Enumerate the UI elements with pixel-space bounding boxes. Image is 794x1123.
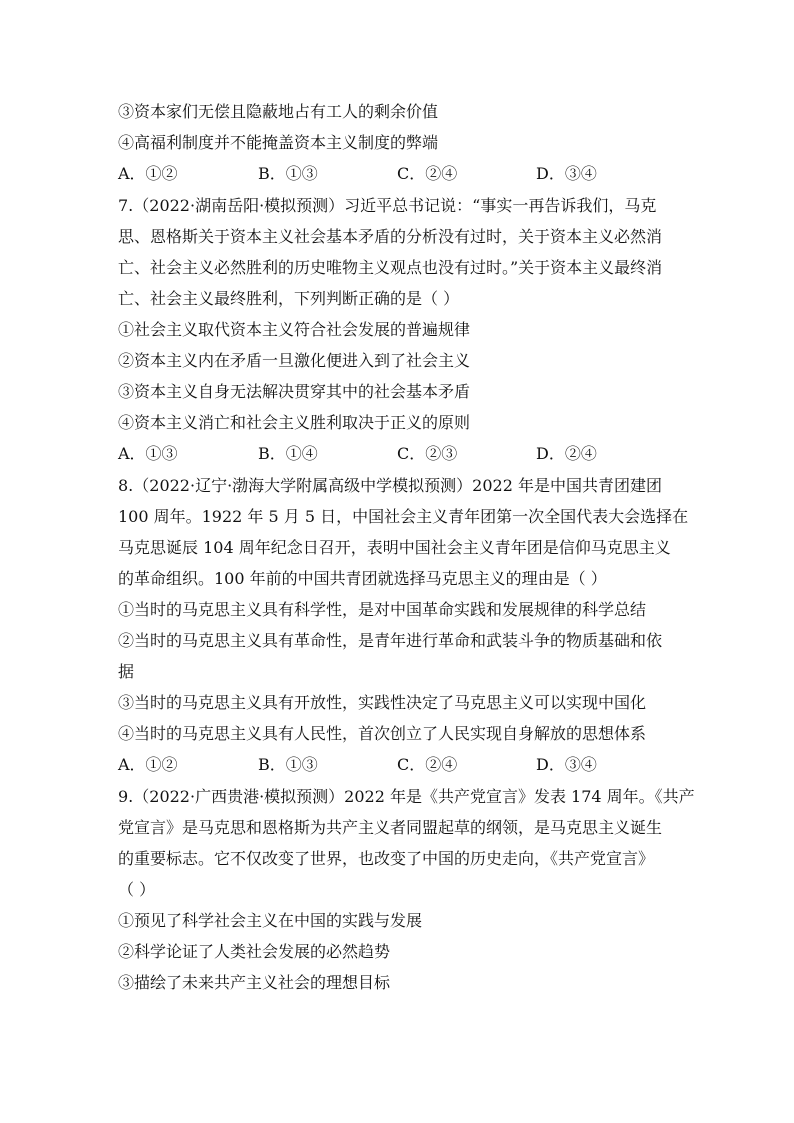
question-7-stem-line: 亡、社会主义必然胜利的历史唯物主义观点也没有过时。”关于资本主义最终消 — [118, 258, 663, 277]
choice-b: B．①③ — [258, 164, 318, 183]
choice-a: A．①② — [118, 755, 178, 774]
question-8-stem-line: 的革命组织。100 年前的中国共青团就选择马克思主义的理由是（ ） — [118, 569, 607, 588]
option-item: ③资本家们无偿且隐蔽地占有工人的剩余价值 — [118, 102, 439, 121]
option-item: ④高福利制度并不能掩盖资本主义制度的弊端 — [118, 133, 439, 152]
question-8-stem-line: 马克思诞辰 104 周年纪念日召开，表明中国社会主义青年团是信仰马克思主义 — [118, 538, 671, 557]
choice-d: D．③④ — [536, 755, 597, 774]
question-7-item: ①社会主义取代资本主义符合社会发展的普遍规律 — [118, 320, 471, 339]
question-8-item: ②当时的马克思主义具有革命性，是青年进行革命和武装斗争的物质基础和依 — [118, 631, 663, 650]
question-7-stem-line: 亡、社会主义最终胜利，下列判断正确的是（ ） — [118, 289, 460, 308]
question-9-item: ①预见了科学社会主义在中国的实践与发展 — [118, 911, 423, 930]
choice-d: D．③④ — [536, 164, 597, 183]
question-7-item: ②资本主义内在矛盾一旦激化便进入到了社会主义 — [118, 351, 471, 370]
question-7-item: ④资本主义消亡和社会主义胜利取决于正义的原则 — [118, 413, 471, 432]
question-9-item: ③描绘了未来共产主义社会的理想目标 — [118, 973, 391, 992]
question-8-choices — [118, 755, 678, 775]
question-8-stem-line: 100 周年。1922 年 5 月 5 日，中国社会主义青年团第一次全国代表大会选择在 — [118, 507, 689, 526]
question-8-item: ③当时的马克思主义具有开放性，实践性决定了马克思主义可以实现中国化 — [118, 693, 647, 712]
question-7-stem-line: 7.（2022·湖南岳阳·模拟预测）习近平总书记说：“事实一再告诉我们，马克 — [118, 196, 657, 215]
question-8-stem-line: 8.（2022·辽宁·渤海大学附属高级中学模拟预测）2022 年是中国共青团建团 — [118, 476, 662, 495]
question-9-item: ②科学论证了人类社会发展的必然趋势 — [118, 942, 391, 961]
question-9-stem-line: 9.（2022·广西贵港·模拟预测）2022 年是《共产党宣言》发表 174 周年。《共产 — [118, 787, 695, 806]
choice-a: A．①② — [118, 164, 178, 183]
choice-a: A．①③ — [118, 444, 178, 463]
choice-d: D．②④ — [536, 444, 597, 463]
question-9-stem-line: 的重要标志。它不仅改变了世界，也改变了中国的历史走向，《共产党宣言》 — [118, 849, 655, 868]
choice-b: B．①④ — [258, 444, 318, 463]
question-9-stem-line: （ ） — [118, 880, 156, 899]
choice-b: B．①③ — [258, 755, 318, 774]
question-8-item: ④当时的马克思主义具有人民性，首次创立了人民实现自身解放的思想体系 — [118, 724, 647, 743]
question-7-stem-line: 思、恩格斯关于资本主义社会基本矛盾的分析没有过时，关于资本主义必然消 — [118, 227, 663, 246]
question-8-item: 据 — [118, 662, 135, 681]
question-9-stem-line: 党宣言》是马克思和恩格斯为共产主义者同盟起草的纲领，是马克思主义诞生 — [118, 818, 663, 837]
answer-choices — [118, 164, 678, 184]
question-8-item: ①当时的马克思主义具有科学性，是对中国革命实践和发展规律的科学总结 — [118, 600, 647, 619]
question-7-item: ③资本主义自身无法解决贯穿其中的社会基本矛盾 — [118, 382, 471, 401]
choice-c: C．②④ — [397, 755, 458, 774]
question-7-choices — [118, 444, 678, 464]
choice-c: C．②④ — [397, 164, 458, 183]
choice-c: C．②③ — [397, 444, 458, 463]
